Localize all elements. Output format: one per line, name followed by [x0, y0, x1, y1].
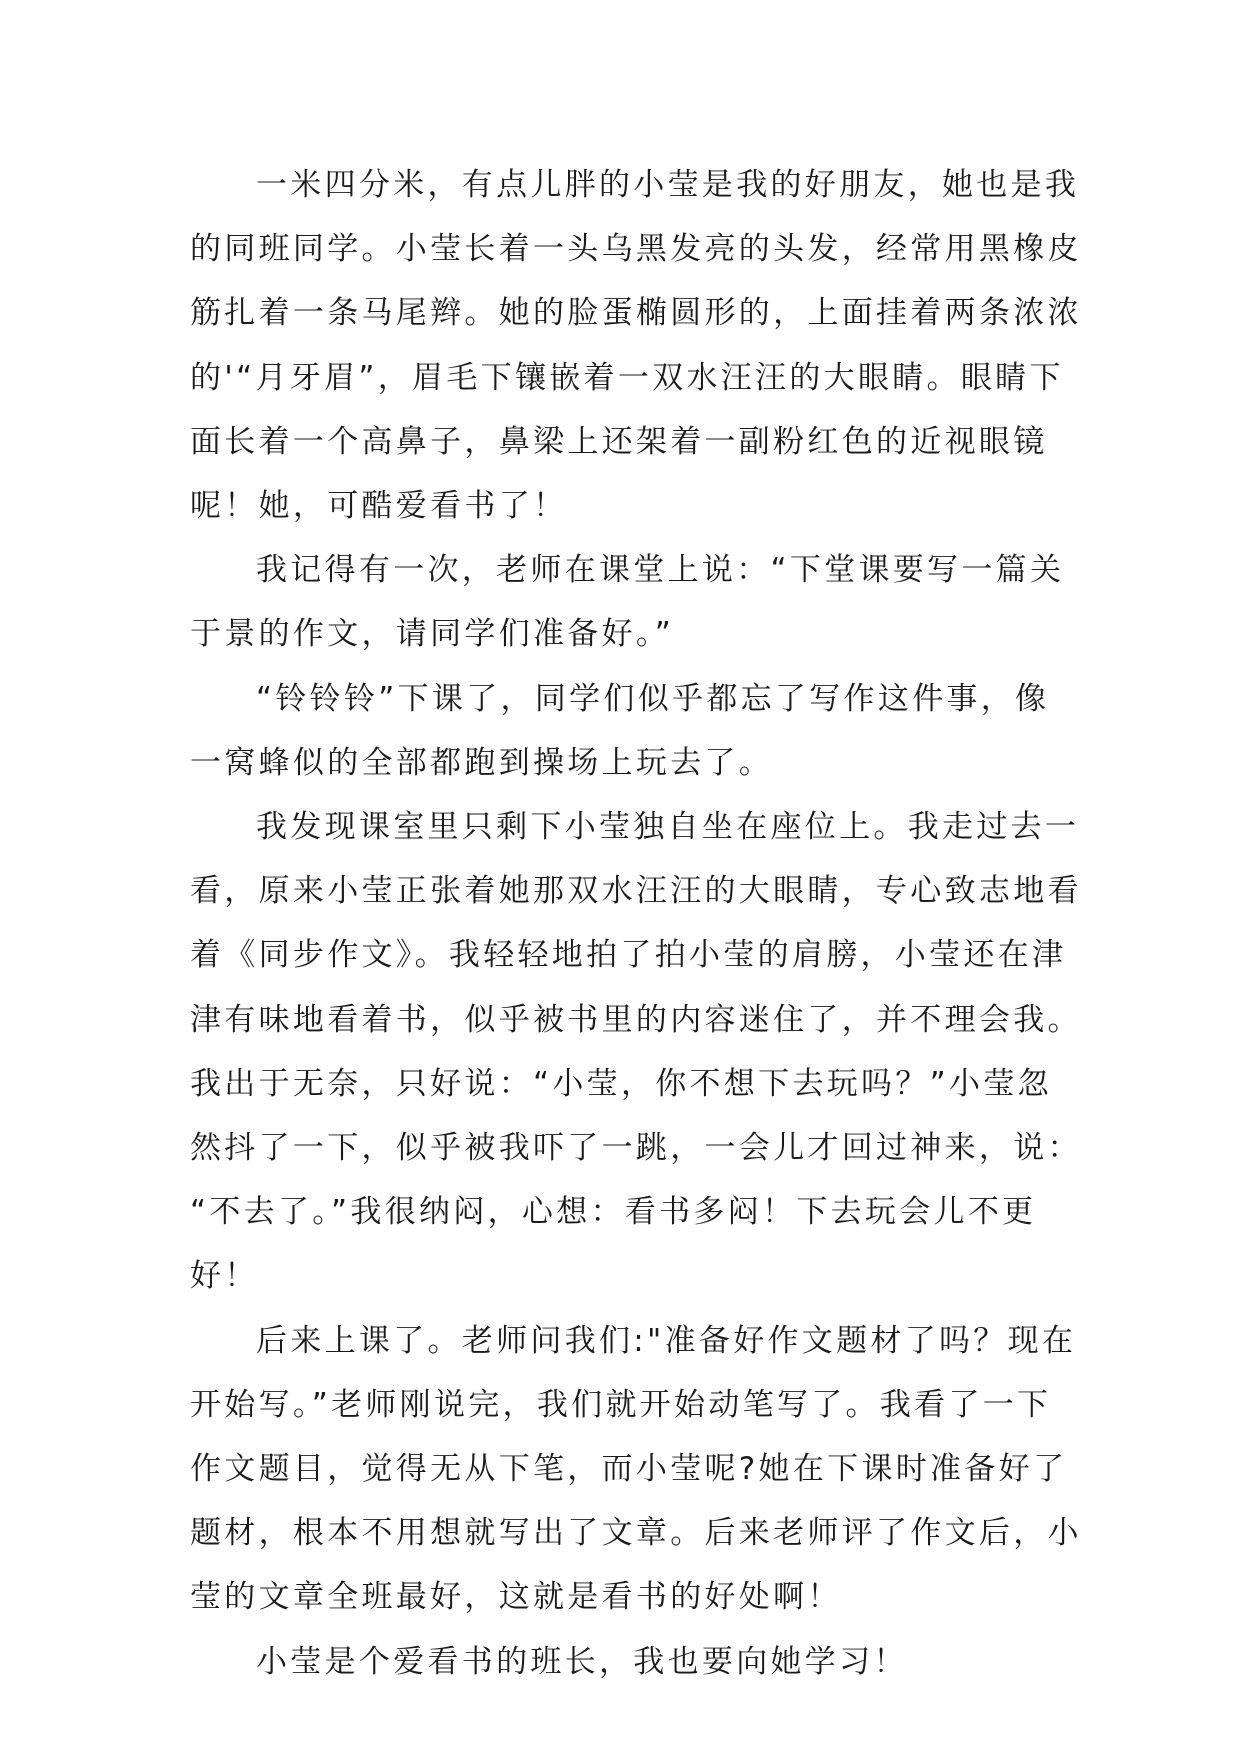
text-line: 看，原来小莹正张着她那双水汪汪的大眼睛，专心致志地看 [190, 873, 1082, 910]
text-line: 一窝蜂似的全部都跑到操场上玩去了。 [190, 744, 774, 781]
text-line: 后来上课了。老师问我们:"准备好作文题材了吗？现在 [256, 1322, 1077, 1359]
essay-body [190, 153, 1082, 1694]
text-line: 我发现课室里只剩下小莹独自坐在座位上。我走过去一 [256, 809, 1080, 846]
text-line: 筋扎着一条马尾辫。她的脸蛋椭圆形的，上面挂着两条浓浓 [190, 295, 1082, 332]
text-line: 面长着一个高鼻子，鼻梁上还架着一副粉红色的近视眼镜 [190, 423, 1048, 460]
text-line: 的'“月牙眉”，眉毛下镶嵌着一双水汪汪的大眼睛。眼睛下 [190, 359, 1064, 396]
paragraph-2 [190, 538, 1065, 666]
text-line: 一米四分米，有点儿胖的小莹是我的好朋友，她也是我 [256, 167, 1080, 203]
text-line: 作文题目，觉得无从下笔，而小莹呢?她在下课时准备好了 [190, 1451, 1068, 1488]
text-line: “铃铃铃”下课了，同学们似乎都忘了写作这件事，像 [256, 680, 1050, 717]
text-line: 于景的作文，请同学们准备好。” [190, 616, 675, 653]
text-line: 呢！她，可酷爱看书了！ [190, 488, 568, 525]
text-line: 题材，根本不用想就写出了文章。后来老师评了作文后，小 [190, 1515, 1082, 1552]
text-line: “不去了。”我很纳闷，心想：看书多闷！下去玩会儿不更 [190, 1194, 1037, 1231]
text-line: 小莹是个爱看书的班长，我也要向她学习！ [256, 1643, 908, 1680]
paragraph-5 [190, 1309, 1082, 1630]
text-line: 津有味地看着书，似乎被书里的内容迷住了，并不理会我。 [190, 1001, 1082, 1038]
text-line: 着《同步作文》。我轻轻地拍了拍小莹的肩膀，小莹还在津 [190, 937, 1067, 974]
text-line: 然抖了一下，似乎被我吓了一跳，一会儿才回过神来，说： [190, 1130, 1082, 1167]
text-line: 我记得有一次，老师在课堂上说：“下堂课要写一篇关 [256, 552, 1065, 589]
paragraph-1 [190, 153, 1082, 538]
paragraph-6 [190, 1630, 1058, 1694]
paragraph-4 [190, 795, 1082, 1309]
text-line: 开始写。”老师刚说完，我们就开始动笔写了。我看了一下 [190, 1386, 1052, 1423]
text-line: 好！ [190, 1258, 259, 1295]
text-line: 的同班同学。小莹长着一头乌黑发亮的头发，经常用黑橡皮 [190, 231, 1082, 268]
paragraph-3 [190, 667, 1058, 795]
text-line: 我出于无奈，只好说：“小莹，你不想下去玩吗？”小莹忽 [190, 1065, 1052, 1102]
text-line: 莹的文章全班最好，这就是看书的好处啊！ [190, 1579, 842, 1616]
